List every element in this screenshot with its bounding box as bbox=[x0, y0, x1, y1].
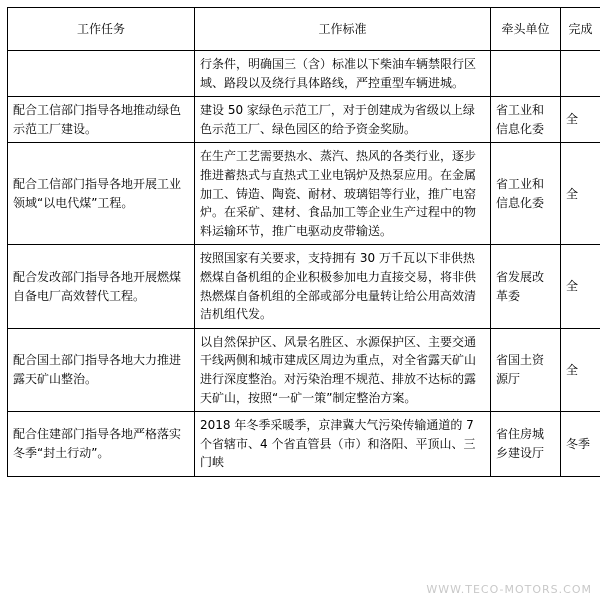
cell-complete: 全 bbox=[561, 328, 600, 411]
column-header-lead-unit: 牵头单位 bbox=[491, 8, 561, 51]
cell-lead-unit bbox=[491, 51, 561, 97]
work-task-table bbox=[7, 7, 600, 477]
cell-lead-unit: 省发展改革委 bbox=[491, 245, 561, 328]
cell-complete: 全 bbox=[561, 97, 600, 143]
cell-lead-unit: 省住房城乡建设厅 bbox=[491, 412, 561, 477]
cell-standard: 按照国家有关要求，支持拥有 30 万千瓦以下非供热燃煤自备机组的企业积极参加电力直接交易，将非供热燃煤自备机组的全部或部分电量转让给公用高效清洁机组代发。 bbox=[195, 245, 491, 328]
table-row bbox=[8, 328, 600, 411]
table-row bbox=[8, 245, 600, 328]
cell-complete: 全 bbox=[561, 245, 600, 328]
cell-standard: 2018 年冬季采暖季，京津冀大气污染传输通道的 7 个省辖市、4 个省直管县（市）和洛阳、平顶山、三门峡 bbox=[195, 412, 491, 477]
cell-lead-unit: 省国土资源厅 bbox=[491, 328, 561, 411]
cell-standard: 在生产工艺需要热水、蒸汽、热风的各类行业，逐步推进蓄热式与直热式工业电锅炉及热泵应用。在金属加工、铸造、陶瓷、耐材、玻璃铝等行业，推广电窑炉。在采矿、建材、食品加工等企业生产过程中的物料运输环节，推广电驱动皮带输送。 bbox=[195, 143, 491, 245]
cell-standard: 建设 50 家绿色示范工厂，对于创建成为省级以上绿色示范工厂、绿色园区的给予资金奖励。 bbox=[195, 97, 491, 143]
cell-task: 配合国土部门指导各地大力推进露天矿山整治。 bbox=[8, 328, 195, 411]
table-row bbox=[8, 143, 600, 245]
table-row bbox=[8, 97, 600, 143]
cell-standard: 行条件，明确国三（含）标准以下柴油车辆禁限行区域、路段以及绕行具体路线，严控重型车辆进城。 bbox=[195, 51, 491, 97]
table-row bbox=[8, 412, 600, 477]
cell-task: 配合住建部门指导各地严格落实冬季“封土行动”。 bbox=[8, 412, 195, 477]
table-header-row bbox=[8, 8, 600, 51]
cell-task: 配合发改部门指导各地开展燃煤自备电厂高效替代工程。 bbox=[8, 245, 195, 328]
table-row bbox=[8, 51, 600, 97]
cell-task: 配合工信部门指导各地开展工业领域“以电代煤”工程。 bbox=[8, 143, 195, 245]
cell-complete: 冬季 bbox=[561, 412, 600, 477]
cell-task: 配合工信部门指导各地推动绿色示范工厂建设。 bbox=[8, 97, 195, 143]
column-header-task: 工作任务 bbox=[8, 8, 195, 51]
watermark: WWW.TECO-MOTORS.COM bbox=[426, 583, 592, 596]
cell-task bbox=[8, 51, 195, 97]
cell-lead-unit: 省工业和信息化委 bbox=[491, 97, 561, 143]
cell-standard: 以自然保护区、风景名胜区、水源保护区、主要交通干线两侧和城市建成区周边为重点，对全省露天矿山进行深度整治。对污染治理不规范、排放不达标的露天矿山，按照“一矿一策”制定整治方案。 bbox=[195, 328, 491, 411]
cell-complete: 全 bbox=[561, 143, 600, 245]
column-header-standard: 工作标准 bbox=[195, 8, 491, 51]
cell-lead-unit: 省工业和信息化委 bbox=[491, 143, 561, 245]
column-header-complete: 完成 bbox=[561, 8, 600, 51]
cell-complete bbox=[561, 51, 600, 97]
